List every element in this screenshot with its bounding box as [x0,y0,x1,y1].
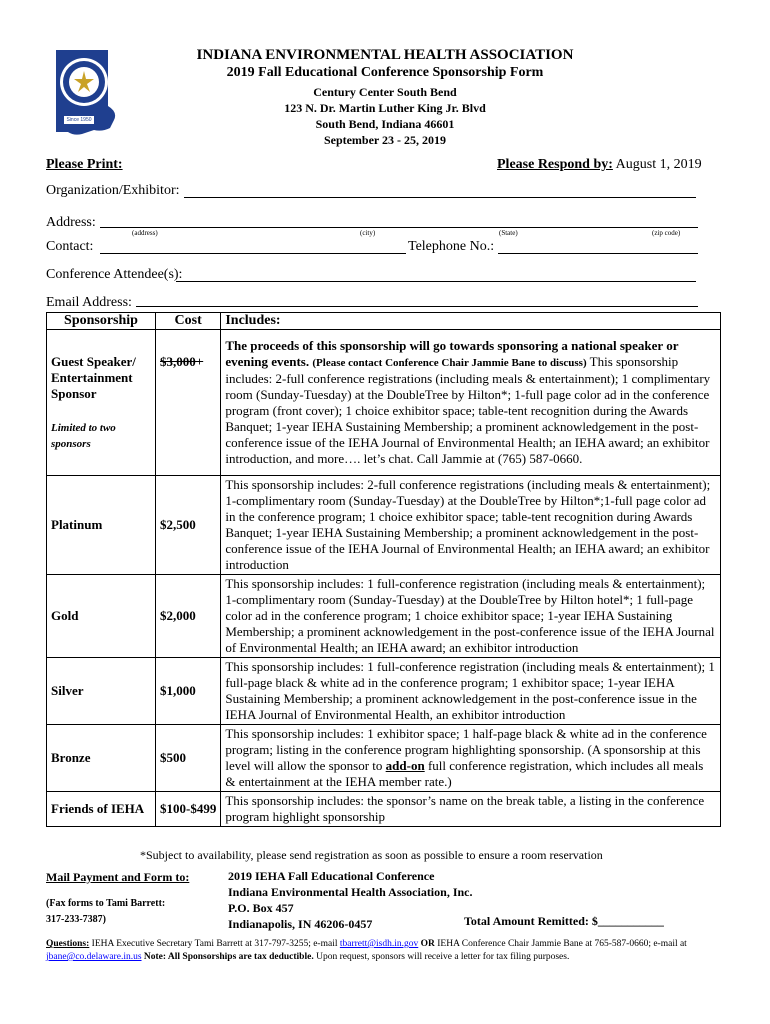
guest-limited: Limited to two sponsors [51,421,116,450]
form-header [130,46,640,148]
telephone-field[interactable] [498,253,698,254]
col-includes: Includes: [221,313,721,330]
respond-by-date: August 1, 2019 [615,157,702,172]
friends-name: Friends of IEHA [47,792,156,827]
total-remitted: Total Amount Remitted: $___________ [464,914,664,928]
bronze-addon: add-on [385,758,425,773]
guest-includes [221,330,721,476]
email-field[interactable] [136,306,698,307]
gold-cost: $2,000 [156,575,221,658]
silver-includes: This sponsorship includes: 1 full-conference registration (including meals & entertainment); 1 full-page black & white ad in the conference program; 1 exhibitor space; 1-year IEHA Sustaining Membership; a prominent acknowledgement in the post-conference issue in the IEHA Journal of Environmental Health, an exhibitor introduction [221,658,721,725]
guest-name: Guest Speaker/ Entertainment Sponsor [51,353,136,401]
venue: Century Center South Bend [313,85,457,99]
mail-address-line1: 2019 IEHA Fall Educational Conference [228,869,435,883]
table-row-platinum [47,476,721,575]
mail-address-line4: Indianapolis, IN 46206-0457 [228,917,373,931]
state-sub-label: (State) [499,229,518,237]
venue-street: 123 N. Dr. Martin Luther King Jr. Blvd [284,101,486,115]
col-cost: Cost [156,313,221,330]
address-sub-label: (address) [132,229,158,237]
table-row-friends [47,792,721,827]
contact-label: Contact: [46,239,94,254]
gold-includes: This sponsorship includes: 1 full-conference registration (including meals & entertainment); 1-complimentary room (Sunday-Tuesday) at the DoubleTree by Hilton hotel*; 1 full-page color ad in the conference program; 1 choice exhibitor space; 1-year IEHA Sustaining Membership; a prominent acknowledgement in the post-conference issue of the IEHA Journal of Environmental Health; an IEHA award; an exhibitor introduction [221,575,721,658]
platinum-cost: $2,500 [156,476,221,575]
fax-label: (Fax forms to Tami Barrett: [46,898,166,909]
col-sponsorship: Sponsorship [47,313,156,330]
telephone-label: Telephone No.: [408,239,495,254]
attendees-field[interactable] [176,281,696,282]
indiana-state-seal-icon [48,46,134,138]
please-print-label: Please Print: [46,157,123,172]
city-sub-label: (city) [360,229,376,237]
tax-note-text: Upon request, sponsors will receive a letter for tax filing purposes. [316,952,570,962]
platinum-name: Platinum [47,476,156,575]
attendees-label: Conference Attendee(s): [46,267,183,282]
bronze-includes: This sponsorship includes: 1 exhibitor space; 1 half-page black & white ad in the conference program; listing in the conference program highlighting sponsorship. (A sponsorship at this level will allow the sponsor to add-on full conference registration, which includes all meals & entertainment at the IEHA member rate.) [221,725,721,792]
gold-name: Gold [47,575,156,658]
bronze-name: Bronze [47,725,156,792]
form-title: 2019 Fall Educational Conference Sponsorship Form [226,65,544,80]
mail-address-line3: P.O. Box 457 [228,901,294,915]
ieha-logo [48,46,134,138]
org-title: INDIANA ENVIRONMENTAL HEALTH ASSOCIATION [196,47,574,63]
logo-since-text: Since 1950 [66,117,92,123]
questions-block [46,938,730,964]
email-label: Email Address: [46,295,132,310]
email-link-jbane[interactable]: jbane@co.delaware.in.us [46,952,142,962]
address-field[interactable] [100,227,698,228]
venue-city: South Bend, Indiana 46601 [315,117,455,131]
mail-address-line2: Indiana Environmental Health Association, Inc. [228,885,473,899]
guest-contact-note: (Please contact Conference Chair Jammie Bane to discuss) [312,357,587,369]
silver-cost: $1,000 [156,658,221,725]
organization-label: Organization/Exhibitor: [46,183,180,198]
guest-text: This sponsorship includes: 2-full conference registrations (including meals & entertainment); 1 complimentary room (Sunday-Tuesday) at the DoubleTree by Hilton*; 1-full page color ad in the conference program (front cover); 1 choice exhibitor space; table-tent recognition during the Awards Banquet; 1-year IEHA Sustaining Membership; a prominent acknowledgement in the post-conference issue of the IEHA Journal of Environmental Health; an IEHA award; an exhibitor introduction, and more…. let’s chat. Call Jammie at (765) 587-0660. [225,354,711,466]
table-row-silver [47,658,721,725]
friends-cost: $100-$499 [156,792,221,827]
table-row-gold [47,575,721,658]
questions-text-2: IEHA Conference Chair Jammie Bane at 765-587-0660; e-mail at [437,939,687,949]
address-label: Address: [46,215,96,230]
subject-note: *Subject to availability, please send registration as soon as possible to ensure a room reservation [140,848,603,862]
table-header-row [47,313,721,330]
platinum-includes: This sponsorship includes: 2-full conference registrations (including meals & entertainment); 1-complimentary room (Sunday-Tuesday) at the DoubleTree by Hilton*;1-full page color ad in the conference program; 1 choice exhibitor space; table-tent recognition during Awards Banquet; 1-year IEHA Sustaining Membership; a prominent acknowledgement in the post-conference issue of the IEHA Journal of Environmental Health; an IEHA award; an exhibitor introduction [221,476,721,575]
questions-text-1: IEHA Executive Secretary Tami Barrett at 317-797-3255; e-mail [91,939,340,949]
contact-field[interactable] [100,253,406,254]
mail-address [228,868,473,932]
zip-sub-label: (zip code) [652,229,681,237]
fax-number: 317-233-7387) [46,914,106,925]
sponsorship-table [46,312,721,827]
conference-dates: September 23 - 25, 2019 [323,133,447,147]
questions-label: Questions: [46,939,90,949]
organization-field[interactable] [184,197,696,198]
guest-name-cell [47,330,156,476]
mail-label: Mail Payment and Form to: [46,870,190,884]
questions-or: OR [420,939,435,949]
respond-by [497,157,702,173]
guest-cost: $3,000+ [156,330,221,476]
tax-note-label: Note: All Sponsorships are tax deductible. [143,952,314,962]
respond-by-label: Please Respond by: [497,157,613,172]
table-row-guest [47,330,721,476]
bronze-cost: $500 [156,725,221,792]
friends-includes: This sponsorship includes: the sponsor’s name on the break table, a listing in the conference program highlight sponsorship [221,792,721,827]
guest-bold-intro: The proceeds of this sponsorship will go towards sponsoring a national speaker or evening events. [225,338,679,369]
silver-name: Silver [47,658,156,725]
email-link-tbarrett[interactable]: tbarrett@isdh.in.gov [339,939,419,949]
table-row-bronze [47,725,721,792]
